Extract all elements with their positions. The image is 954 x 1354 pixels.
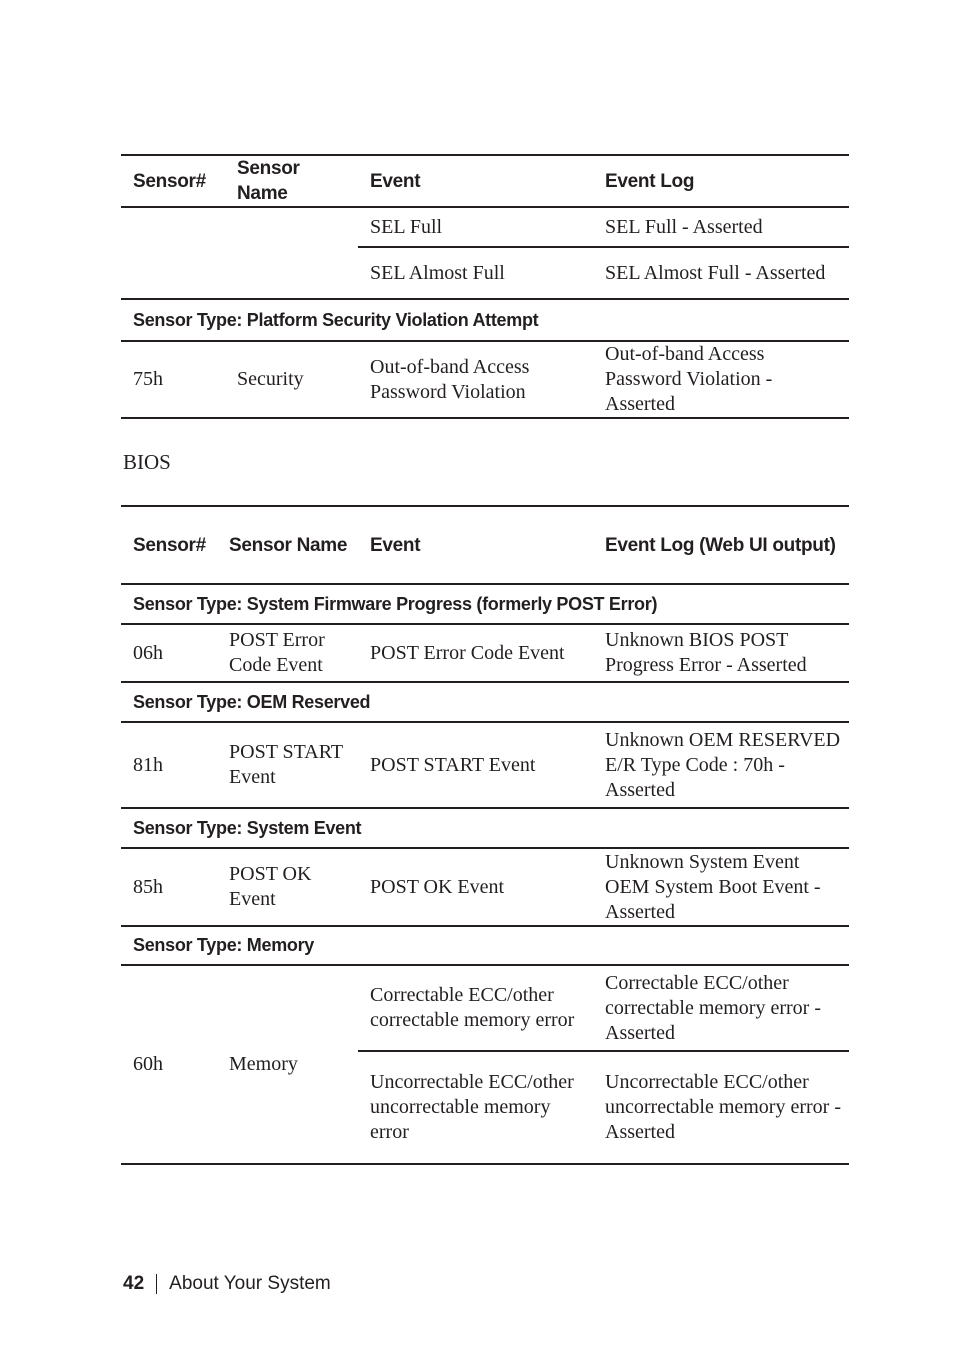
table-header-row: [121, 155, 849, 207]
event-cell: Correctable ECC/other correctable memory error: [358, 965, 593, 1051]
sensor-number-cell: 81h: [121, 722, 217, 808]
section-header-row: [121, 299, 849, 341]
event-cell: SEL Almost Full: [358, 247, 593, 299]
event-log-cell: Unknown BIOS POST Progress Error - Asserted: [593, 624, 849, 682]
sensor-name-cell: [225, 207, 358, 299]
sel-sensor-table: [121, 154, 849, 419]
section-title: Sensor Type: OEM Reserved: [121, 682, 849, 722]
table-row: [121, 624, 849, 682]
event-log-cell: Out-of-band Access Password Violation - Asserted: [593, 341, 849, 418]
section-header-row: [121, 584, 849, 624]
bios-sensor-table: [121, 505, 849, 1165]
page-number: 42: [123, 1273, 145, 1294]
sensor-number-cell: 85h: [121, 848, 217, 926]
event-cell: SEL Full: [358, 207, 593, 247]
event-cell: Out-of-band Access Password Violation: [358, 341, 593, 418]
table-row: [121, 341, 849, 418]
section-title: Sensor Type: System Event: [121, 808, 849, 848]
section-title: Sensor Type: System Firmware Progress (formerly POST Error): [121, 584, 849, 624]
section-title: Sensor Type: Memory: [121, 926, 849, 965]
section-header-row: [121, 808, 849, 848]
section-title: Sensor Type: Platform Security Violation Attempt: [121, 299, 849, 341]
event-log-cell: SEL Almost Full - Asserted: [593, 247, 849, 299]
event-log-cell: Uncorrectable ECC/other uncorrectable memory error - Asserted: [593, 1051, 849, 1164]
event-log-cell: SEL Full - Asserted: [593, 207, 849, 247]
table-row: [121, 207, 849, 247]
sensor-number-cell: 60h: [121, 965, 217, 1164]
header-sensor-name: Sensor Name: [229, 534, 348, 556]
page-footer: [123, 1271, 331, 1297]
footer-divider: [156, 1274, 157, 1294]
sensor-name-cell: POST START Event: [217, 722, 358, 808]
section-header-row: [121, 926, 849, 965]
event-log-cell: Correctable ECC/other correctable memory error - Asserted: [593, 965, 849, 1051]
event-log-cell: Unknown OEM RESERVED E/R Type Code : 70h - Asserted: [593, 722, 849, 808]
header-sensor-number: Sensor#: [133, 534, 206, 556]
table-header-row: [121, 506, 849, 584]
event-log-cell: Unknown System Event OEM System Boot Event - Asserted: [593, 848, 849, 926]
header-event-log: Event Log (Web UI output): [605, 534, 836, 556]
header-event: Event: [370, 170, 421, 192]
sensor-name-cell: POST OK Event: [217, 848, 358, 926]
event-cell: POST OK Event: [358, 848, 593, 926]
header-event: Event: [370, 534, 421, 556]
section-header-row: [121, 682, 849, 722]
header-sensor-number: Sensor#: [133, 170, 206, 192]
sensor-name-cell: Security: [225, 341, 358, 418]
event-cell: POST Error Code Event: [358, 624, 593, 682]
event-cell: Uncorrectable ECC/other uncorrectable memory error: [358, 1051, 593, 1164]
sensor-number-cell: 06h: [121, 624, 217, 682]
header-sensor-name: Sensor Name: [237, 158, 300, 204]
footer-section-title: About Your System: [169, 1273, 331, 1294]
sensor-number-cell: 75h: [121, 341, 225, 418]
sensor-name-cell: Memory: [217, 965, 358, 1164]
table-row: [121, 722, 849, 808]
bios-heading: BIOS: [123, 450, 171, 474]
table-row: [121, 965, 849, 1051]
event-cell: POST START Event: [358, 722, 593, 808]
header-event-log: Event Log: [605, 170, 695, 192]
sensor-name-cell: POST Error Code Event: [217, 624, 358, 682]
table-row: [121, 848, 849, 926]
sensor-number-cell: [121, 207, 225, 299]
